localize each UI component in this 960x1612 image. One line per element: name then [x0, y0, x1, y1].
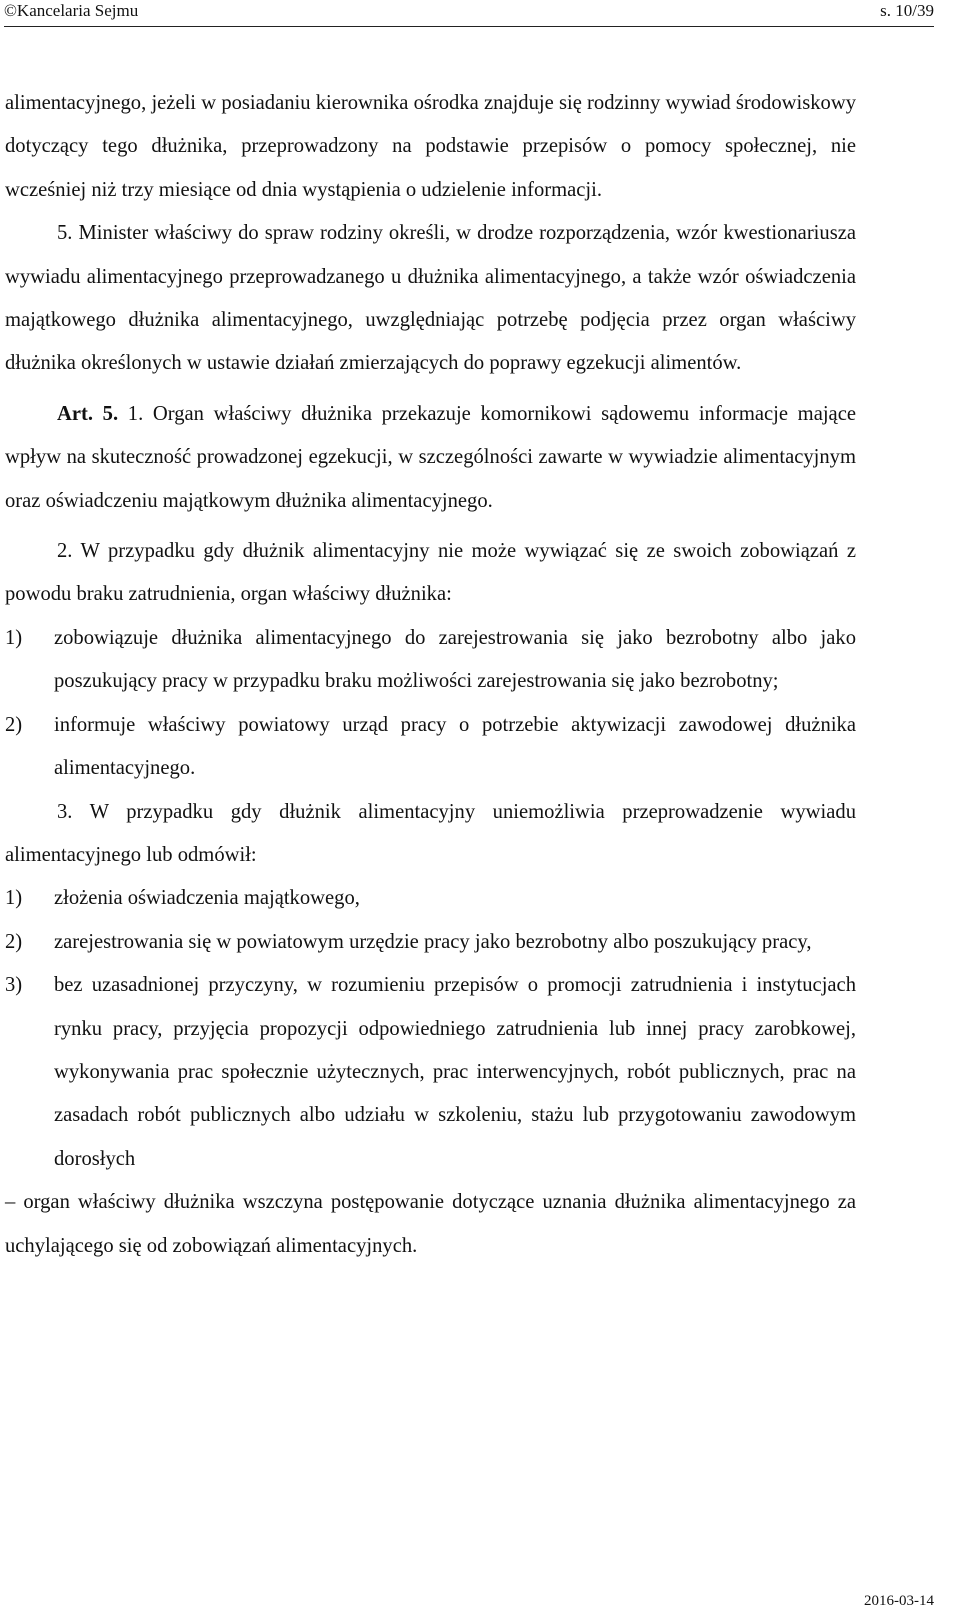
- list-item: [5, 704, 856, 791]
- list-item: [5, 964, 856, 1181]
- list-item: [5, 877, 856, 920]
- paragraph-section-5: 5. Minister właściwy do spraw rodziny określi, w drodze rozporządzenia, wzór kwestionariusza wywiadu alimentacyjnego przeprowadzanego u dłużnika alimentacyjnego, a także wzór oświadczenia majątkowego dłużnika alimentacyjnego, uwzględniając potrzebę podjęcia przez organ właściwy dłużnika określonych w ustawie działań zmierzających do poprawy egzekucji alimentów.: [5, 222, 856, 375]
- list-item-number: 1): [5, 887, 23, 910]
- list-item-number: 2): [5, 930, 23, 953]
- page-header: [4, 0, 934, 27]
- header-page-number: s. 10/39: [880, 1, 934, 20]
- list-item-text: bez uzasadnionej przyczyny, w rozumieniu przepisów o promocji zatrudnienia i instytucjach rynku pracy, przyjęcia propozycji odpowiedniego zatrudnienia lub innej pracy zarobkowej, wykonywania prac społecznie użytecznych, prac interwencyjnych, robót publicznych, prac na zasadach robót publicznych albo udziału w szkoleniu, stażu lub przygotowaniu zawodowym dorosłych: [54, 974, 856, 1170]
- article-5-paragraph-1: [5, 393, 856, 523]
- list-item-text: informuje właściwy powiatowy urząd pracy o potrzebie aktywizacji zawodowej dłużnika alimentacyjnego.: [54, 713, 856, 780]
- list-item-text: zarejestrowania się w powiatowym urzędzie pracy jako bezrobotny albo poszukujący pracy,: [54, 930, 812, 953]
- header-copyright: ©Kancelaria Sejmu: [4, 1, 139, 20]
- list-paragraph-2: [5, 617, 856, 791]
- list-item-number: 3): [5, 974, 23, 997]
- article-5-paragraph-3: 3. W przypadku gdy dłużnik alimentacyjny uniemożliwia przeprowadzenie wywiadu alimentacyjnego lub odmówił:: [5, 800, 856, 866]
- list-item: [5, 921, 856, 964]
- list-item-number: 2): [5, 713, 23, 736]
- document-body: [5, 82, 856, 1268]
- list-item-text: złożenia oświadczenia majątkowego,: [54, 887, 360, 910]
- list-item-number: 1): [5, 626, 23, 649]
- footer-date: 2016-03-14: [864, 1593, 934, 1609]
- paragraph-continuation: alimentacyjnego, jeżeli w posiadaniu kierownika ośrodka znajduje się rodzinny wywiad środowiskowy dotyczący tego dłużnika, przeprowadzony na podstawie przepisów o pomocy społecznej, nie wcześniej niż trzy miesiące od dnia wystąpienia o udzielenie informacji.: [5, 92, 856, 201]
- list-item: [5, 617, 856, 704]
- article-label: Art. 5.: [57, 402, 119, 425]
- article-5-text-1: 1. Organ właściwy dłużnika przekazuje komornikowi sądowemu informacje mające wpływ na skuteczność prowadzonej egzekucji, w szczególności zawarte w wywiadzie alimentacyjnym oraz oświadczeniu majątkowym dłużnika alimentacyjnego.: [5, 402, 856, 512]
- list-paragraph-3: [5, 877, 856, 1181]
- article-5-paragraph-2: 2. W przypadku gdy dłużnik alimentacyjny nie może wywiązać się ze swoich zobowiązań z powodu braku zatrudnienia, organ właściwy dłużnika:: [5, 540, 856, 606]
- closing-paragraph: – organ właściwy dłużnika wszczyna postępowanie dotyczące uznania dłużnika alimentacyjnego za uchylającego się od zobowiązań alimentacyjnych.: [5, 1191, 856, 1257]
- list-item-text: zobowiązuje dłużnika alimentacyjnego do zarejestrowania się jako bezrobotny albo jako poszukujący pracy w przypadku braku możliwości zarejestrowania się jako bezrobotny;: [54, 626, 856, 693]
